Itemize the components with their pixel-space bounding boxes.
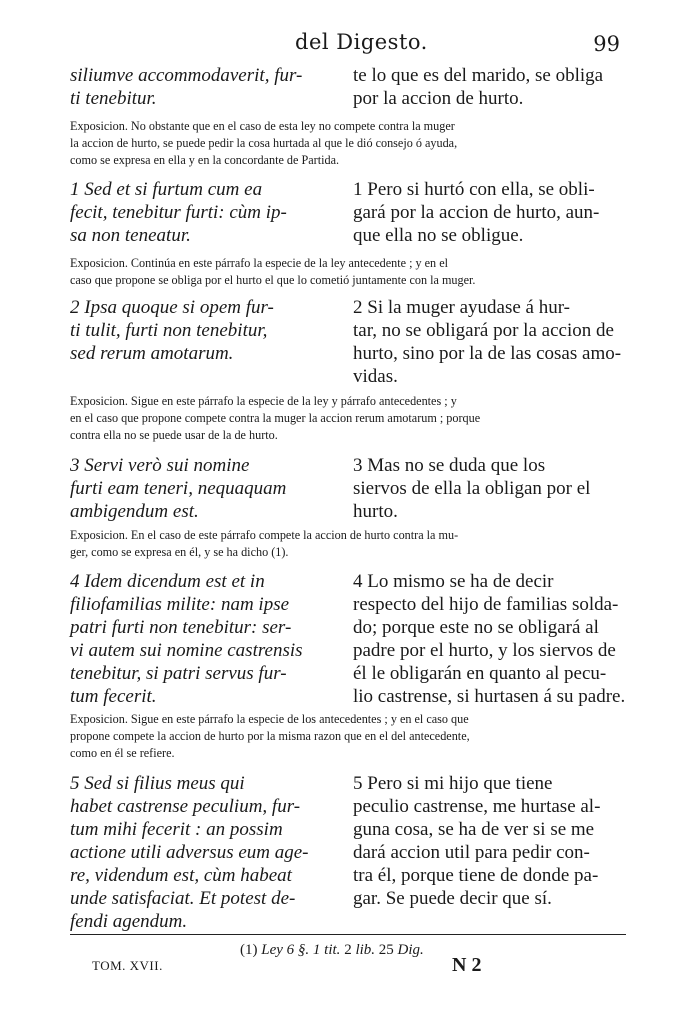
latin-text: 5 Sed si filius meus qui habet castrense peculium, fur- tum mihi fecerit : an possim actione utili adversus eum age- re, videndum est, cùm habeat unde satisfaciat. Et potest de- fendi agendum. [70,773,309,932]
footnote [240,942,424,959]
exposicion-1: Exposicion. No obstante que en el caso de esta ley no compete contra la muger la accion de hurto, se puede pedir la cosa hurtada al que le dió consejo ó ayuda, como se expresa en ella y en la concordante de Partida. [70,119,458,167]
latin-text: 2 Ipsa quoque si opem fur- ti tulit, furti non tenebitur, sed rerum amotarum. [70,297,274,364]
latin-text: 1 Sed et si furtum cum ea fecit, tenebitur furti: cùm ip- sa non teneatur. [70,179,287,246]
exposicion-4: Exposicion. En el caso de este párrafo compete la accion de hurto contra la mu- ger, como se expresa en él, y se ha dicho (1). [70,528,459,559]
footnote-divider [70,934,626,935]
latin-text: 3 Servi verò sui nomine furti eam teneri, nequaquam ambigendum est. [70,455,287,522]
exposicion-3: Exposicion. Sigue en este párrafo la especie de la ley y párrafo antecedentes ; y en el caso que propone compete contra la muger la accion rerum amotarum ; porque contra ella no se puede usar de la de hurto. [70,394,481,442]
running-header [0,30,682,60]
signature-mark: N 2 [452,954,482,976]
spanish-text: te lo que es del marido, se obliga por la accion de hurto. [353,65,604,109]
footnote-lib-number: 25 [375,942,398,958]
page-number: 99 [593,32,620,56]
footnote-tit: tit. [324,942,341,958]
spanish-text: 3 Mas no se duda que los siervos de ella la obligan por el hurto. [353,455,591,522]
footnote-tit-number: 2 [340,942,356,958]
exposicion-2: Exposicion. Continúa en este párrafo la especie de la ley antecedente ; y en el caso que propone se obliga por el hurto el que lo cometió juntamente con la muger. [70,256,476,287]
latin-text: 4 Idem dicendum est et in filiofamilias milite: nam ipse patri furti non tenebitur: ser- vi autem sui nomine castrensis tenebitur, si patri servus fur- tum fecerit. [70,571,303,707]
spanish-text: 1 Pero si hurtó con ella, se obli- gará por la accion de hurto, aun- que ella no se obligue. [353,179,600,246]
volume-signature: TOM. XVII. [92,958,163,973]
footnote-lib: lib. [355,942,376,958]
footnote-law: Ley 6 §. 1 [261,942,325,958]
footnote-marker: (1) [240,942,258,958]
latin-text: siliumve accommodaverit, fur- ti tenebitur. [70,65,303,109]
running-title: del Digesto. [295,30,428,54]
spanish-text: 5 Pero si mi hijo que tiene peculio castrense, me hurtase al- guna cosa, se ha de ver si se me dará accion util para pedir con- tra él, porque tiene de donde pa- gar. Se puede decir que sí. [353,773,601,909]
exposicion-5: Exposicion. Sigue en este párrafo la especie de los antecedentes ; y en el caso que propone compete la accion de hurto por la misma razon que en el del antecedente, como en él se refiere. [70,712,470,760]
footnote-dig: Dig. [397,942,424,958]
spanish-text: 2 Si la muger ayudase á hur- tar, no se obligará por la accion de hurto, sino por la de las cosas amo- vidas. [353,297,622,387]
spanish-text: 4 Lo mismo se ha de decir respecto del hijo de familias solda- do; porque este no se obligará al padre por el hurto, y los siervos de él le obligarán en quanto al pecu- lio castrense, si hurtasen á su padre. [353,571,626,707]
